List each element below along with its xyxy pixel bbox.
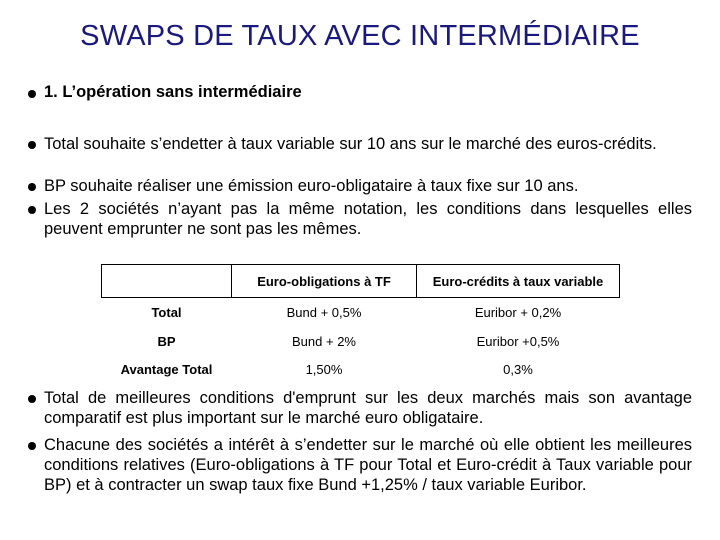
- bullet-icon: [28, 395, 36, 403]
- cell-tv: Euribor +0,5%: [476, 334, 560, 349]
- table-row: [102, 356, 620, 384]
- cell-tf: 1,50%: [305, 362, 343, 377]
- row-label: Avantage Total: [120, 362, 213, 377]
- conclusion-bullet-text: Total de meilleures conditions d'emprunt sur les deux marchés mais son avantage comparatif est plus important sur le marché euro obligataire.: [44, 389, 692, 427]
- cell-tf: Bund + 2%: [292, 334, 356, 349]
- cell-tv: Euribor + 0,2%: [474, 305, 562, 321]
- bullet-icon: [28, 141, 36, 149]
- table-row: [102, 328, 620, 356]
- comparison-table: [101, 264, 620, 384]
- bullet-icon: [28, 183, 36, 191]
- conclusion-bullet-text: Chacune des sociétés a intérêt à s’endetter sur le marché où elle obtient les meilleures conditions relatives (Euro-obligations à TF pour Total et Euro-crédit à Taux variable pour BP) et à contracter un swap taux fixe Bund +1,25% / taux variable Euribor.: [44, 436, 692, 494]
- bullet-icon: [28, 90, 36, 98]
- row-label: Total: [151, 305, 182, 321]
- bullet-icon: [28, 206, 36, 214]
- intro-bullet-text: BP souhaite réaliser une émission euro-obligataire à taux fixe sur 10 ans.: [44, 177, 579, 195]
- row-label: BP: [157, 334, 176, 349]
- intro-bullet-text: Total souhaite s’endetter à taux variable sur 10 ans sur le marché des euros-crédits.: [44, 135, 657, 153]
- section-heading: 1. L’opération sans intermédiaire: [44, 83, 302, 101]
- table-header-row: [102, 265, 620, 298]
- slide-title: SWAPS DE TAUX AVEC INTERMÉDIAIRE: [80, 20, 640, 52]
- table-header-empty: [102, 265, 232, 298]
- table-row: [102, 298, 620, 328]
- intro-bullet-text: Les 2 sociétés n’ayant pas la même notation, les conditions dans lesquelles elles peuvent emprunter ne sont pas les mêmes.: [44, 200, 692, 238]
- table-header-tv: Euro-crédits à taux variable: [417, 265, 620, 298]
- cell-tv: 0,3%: [503, 362, 533, 377]
- cell-tf: Bund + 0,5%: [286, 305, 362, 321]
- table-header-tf: Euro-obligations à TF: [232, 265, 417, 298]
- bullet-icon: [28, 442, 36, 450]
